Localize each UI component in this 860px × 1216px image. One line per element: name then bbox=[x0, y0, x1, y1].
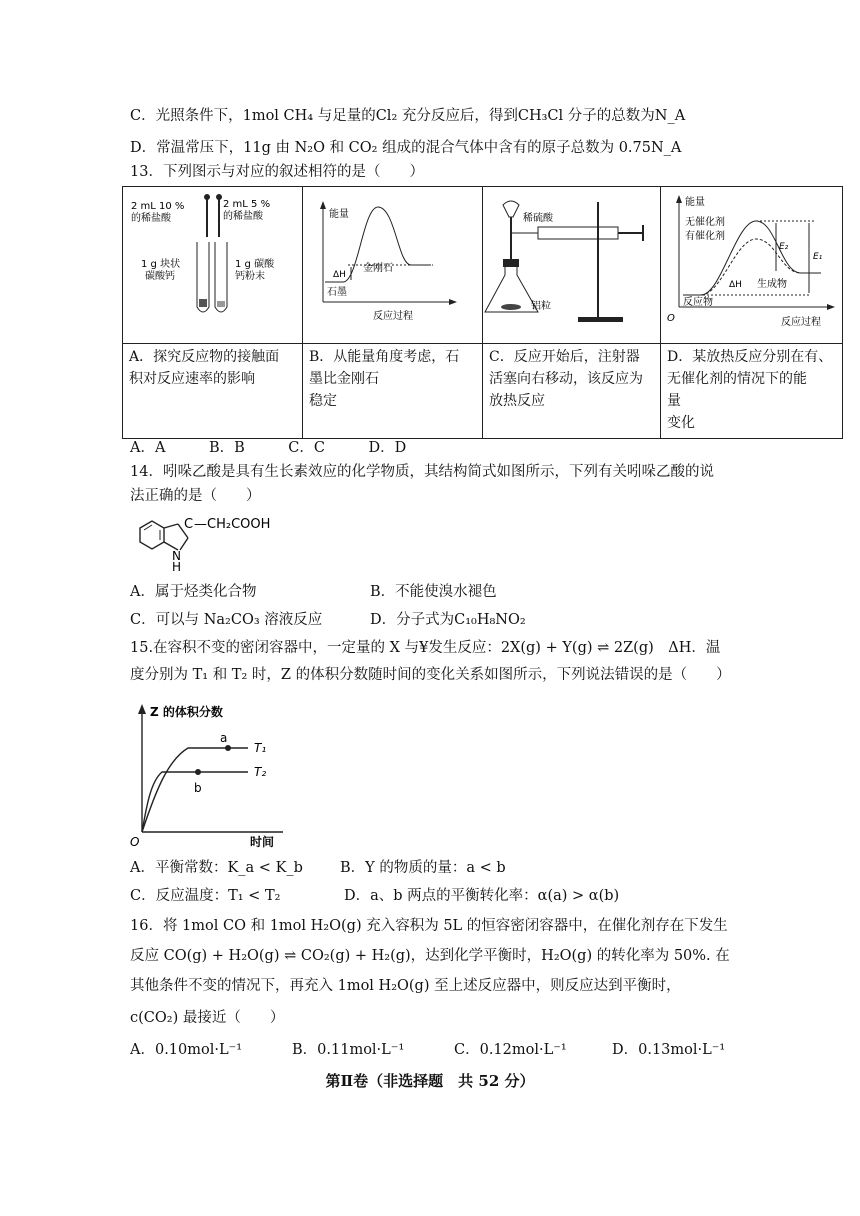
metal-label-c: 铝粒 bbox=[531, 301, 551, 312]
q14-option-c: C．可以与 Na₂CO₃ 溶液反应 bbox=[130, 612, 323, 628]
q16-line1: 16．将 1mol CO 和 1mol H₂O(g) 充入容积为 5L 的恒容密闭容器中，在催化剂存在下发生 bbox=[130, 918, 728, 934]
ylabel-b: 能量 bbox=[329, 209, 349, 220]
caption-a-line1: A．探究反应物的接触面 bbox=[129, 349, 280, 365]
q14-option-d: D．分子式为C₁₀H₈NO₂ bbox=[370, 612, 526, 628]
q14-option-a: A．属于烃类化合物 bbox=[130, 584, 257, 600]
solid2-label: 1 g 碳酸 bbox=[235, 259, 275, 270]
q16-line2: 反应 CO(g) + H₂O(g) ⇌ CO₂(g) + H₂(g)，达到化学平衡时，H₂O(g) 的转化率为 50%. 在 bbox=[130, 948, 730, 964]
struct-chain: —CH₂COOH bbox=[194, 517, 271, 532]
cat-label: 有催化剂 bbox=[685, 231, 725, 242]
figure-c-cell bbox=[483, 187, 661, 344]
e1-label: E₁ bbox=[813, 252, 823, 262]
graphite-label: 石墨 bbox=[327, 287, 347, 298]
diamond-label: 金刚石 bbox=[363, 263, 393, 274]
q15-stem-line1: 15.在容积不变的密闭容器中，一定量的 X 与¥发生反应：2X(g) + Y(g) ⇌ 2Z(g) ΔH．温 bbox=[130, 640, 721, 656]
figure-a-cell bbox=[123, 187, 303, 344]
caption-c-line1: C．反应开始后，注射器 bbox=[489, 349, 640, 365]
acid-label-c: 稀硫酸 bbox=[523, 213, 553, 224]
q13-stem: 13．下列图示与对应的叙述相符的是（ ） bbox=[130, 164, 424, 180]
t2-label: T₂ bbox=[254, 765, 267, 779]
solid2b-label: 钙粉末 bbox=[235, 271, 265, 282]
point-a-label: a bbox=[220, 731, 228, 745]
ylabel-d: 能量 bbox=[685, 197, 705, 208]
caption-a bbox=[123, 344, 303, 439]
e2-label: E₂ bbox=[779, 242, 789, 252]
acid1b-label: 的稀盐酸 bbox=[131, 213, 171, 224]
q16-option-a: A．0.10mol·L⁻¹ bbox=[130, 1042, 243, 1058]
origin-15: O bbox=[130, 835, 140, 849]
q14-option-b: B．不能使溴水褪色 bbox=[370, 584, 497, 600]
q12-option-c: C．光照条件下，1mol CH₄ 与足量的Cl₂ 充分反应后，得到CH₃Cl 分子的总数为N_A bbox=[130, 108, 686, 124]
caption-d-line2: 无催化剂的情况下的能 bbox=[667, 371, 807, 387]
xlabel-d: 反应过程 bbox=[781, 317, 821, 328]
solid1b-label: 碳酸钙 bbox=[145, 271, 175, 282]
syringe-apparatus-figure bbox=[483, 187, 661, 339]
caption-d-line4: 变化 bbox=[667, 415, 695, 431]
solid1-label: 1 g 块状 bbox=[141, 259, 181, 270]
q16-option-c: C．0.12mol·L⁻¹ bbox=[454, 1042, 567, 1058]
indoleacetic-acid-structure bbox=[130, 508, 310, 572]
caption-d-line3: 量 bbox=[667, 393, 681, 409]
caption-b bbox=[303, 344, 483, 439]
q14-stem-line2: 法正确的是（ ） bbox=[130, 488, 261, 504]
q12-option-d: D．常温常压下，11g 由 N₂O 和 CO₂ 组成的混合气体中含有的原子总数为 0.75N_A bbox=[130, 140, 682, 156]
caption-d-line1: D．某放热反应分别在有、 bbox=[667, 349, 833, 365]
caption-a-line2: 积对反应速率的影响 bbox=[129, 371, 255, 387]
caption-c-line3: 放热反应 bbox=[489, 393, 545, 409]
q16-line3: 其他条件不变的情况下，再充入 1mol H₂O(g) 至上述反应器中，则反应达到平衡时， bbox=[130, 978, 681, 994]
point-b-label: b bbox=[194, 781, 202, 795]
nocat-label: 无催化剂 bbox=[685, 217, 725, 228]
q15-option-c: C．反应温度：T₁ < T₂ bbox=[130, 888, 281, 904]
product-label: 生成物 bbox=[757, 279, 787, 290]
t1-label: T₁ bbox=[254, 741, 267, 755]
dh-d: ΔH bbox=[729, 280, 742, 290]
q15-option-a: A．平衡常数：K_a < K_b bbox=[130, 860, 303, 876]
acid2-label: 2 mL 5 % bbox=[223, 199, 271, 210]
caption-b-line3: 稳定 bbox=[309, 393, 337, 409]
q15-stem-line2: 度分别为 T₁ 和 T₂ 时，Z 的体积分数随时间的变化关系如图所示，下列说法错误的是（ ） bbox=[130, 667, 731, 683]
q15-option-d: D．a、b 两点的平衡转化率：α(a) > α(b) bbox=[344, 888, 620, 904]
xlabel-15: 时间 bbox=[250, 835, 275, 849]
q13-answers: A．A B．B C．C D．D bbox=[130, 440, 407, 456]
q15-option-b: B．Y 的物质的量：a < b bbox=[340, 860, 506, 876]
reactant-label: 反应物 bbox=[683, 297, 713, 308]
q16-option-d: D．0.13mol·L⁻¹ bbox=[612, 1042, 726, 1058]
caption-b-line1: B．从能量角度考虑，石 bbox=[309, 349, 460, 365]
struct-n: N bbox=[172, 549, 181, 563]
caption-c-line2: 活塞向右移动，该反应为 bbox=[489, 371, 643, 387]
ylabel-15: Z 的体积分数 bbox=[150, 705, 223, 719]
struct-c: C bbox=[184, 517, 194, 532]
caption-c bbox=[483, 344, 661, 439]
catalyst-energy-diagram bbox=[661, 187, 843, 339]
q14-stem-line1: 14．吲哚乙酸是具有生长素效应的化学物质，其结构简式如图所示，下列有关吲哚乙酸的说 bbox=[130, 464, 714, 480]
q13-figure-table bbox=[122, 186, 843, 439]
z-volume-fraction-graph bbox=[128, 700, 288, 852]
struct-h: H bbox=[172, 560, 182, 572]
section-title: 第Ⅱ卷（非选择题 共 52 分） bbox=[325, 1072, 535, 1090]
caption-d bbox=[661, 344, 843, 439]
graphite-diamond-energy-diagram bbox=[303, 187, 483, 339]
caption-b-line2: 墨比金刚石 bbox=[309, 371, 379, 387]
xlabel-b: 反应过程 bbox=[373, 311, 413, 322]
q16-line4: c(CO₂) 最接近（ ） bbox=[130, 1010, 285, 1026]
acid1-label: 2 mL 10 % bbox=[131, 201, 185, 212]
origin-d: O bbox=[667, 313, 675, 324]
test-tube-figure bbox=[123, 187, 303, 339]
dh-b: ΔH bbox=[333, 270, 346, 280]
q16-option-b: B．0.11mol·L⁻¹ bbox=[292, 1042, 405, 1058]
figure-b-cell bbox=[303, 187, 483, 344]
figure-d-cell bbox=[661, 187, 843, 344]
acid2b-label: 的稀盐酸 bbox=[223, 211, 263, 222]
